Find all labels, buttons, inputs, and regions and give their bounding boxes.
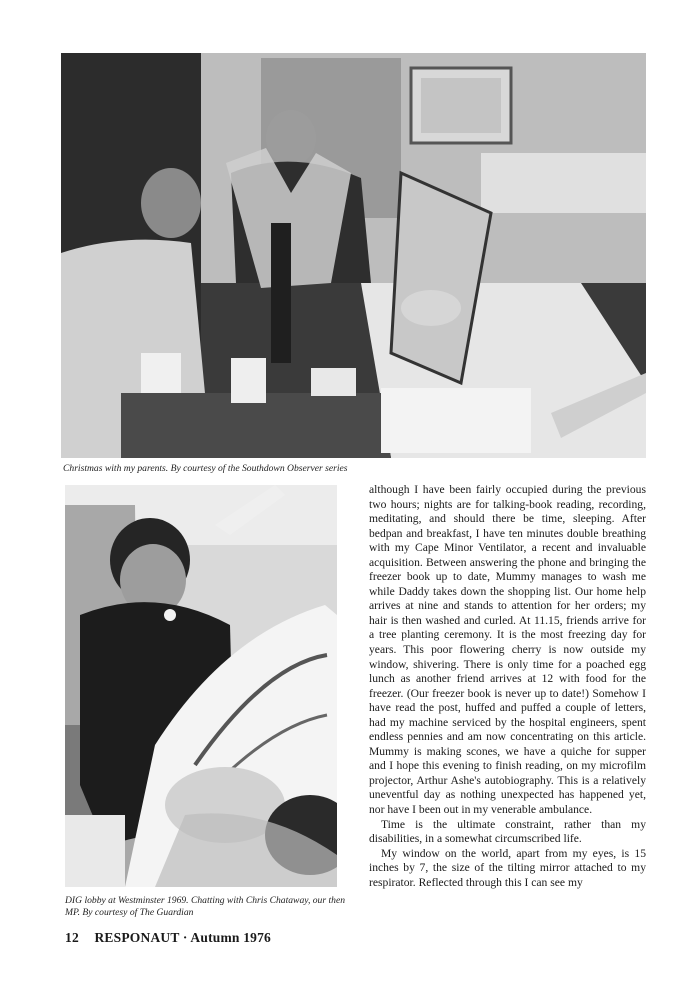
page-number: 12 xyxy=(65,930,79,945)
article-paragraph: although I have been fairly occupied during the previous two hours; nights are for talking-book reading, recording, meditating, and should there be time, sleeping. After bedpan and breakfast, I have ten minutes double breathing with my Cape Minor Ventilator, a recent and invaluable acquisition. Between answering the phone and bringing the freezer book up to date, Mummy manages to wash me while Daddy takes down the shopping list. Our home help arrives at nine and stands to attention for her orders; my hair is then washed and curled. At 11.15, friends arrive for a tree planting ceremony. It is the most freezing day for years. This poor flowering cherry is now outside my window, shivering. There is only time for a poached egg lunch as another friend arrives at 12 with food for the freezer. (Our freezer book is never up to date!) Somehow I have read the post, huffed and puffed a couple of letters, had my machine serviced by the hospital engineers, spent endless pennies and am now concentrating on this article. Mummy is making scones, we have a quiche for supper and I hope this evening to finish reading, on my microfilm projector, Arthur Ashe's autobiography. This is a relatively uneventful day as nothing unexpected has happened yet, nor have I been out in my venerable ambulance. xyxy=(369,483,646,817)
page-footer xyxy=(65,930,271,946)
article-text xyxy=(369,483,646,890)
article-paragraph: My window on the world, apart from my eyes, is 15 inches by 7, the size of the tilting mirror attached to my respirator. Reflected through this I can see my xyxy=(369,846,646,889)
westminster-photo-caption: DIG lobby at Westminster 1969. Chatting with Chris Chataway, our then MP. By courtesy of The Guardian xyxy=(65,895,346,918)
publication-title: RESPONAUT · Autumn 1976 xyxy=(94,930,271,945)
westminster-photo xyxy=(65,485,337,887)
christmas-photo-caption: Christmas with my parents. By courtesy of the Southdown Observer series xyxy=(63,463,348,474)
article-paragraph: Time is the ultimate constraint, rather than my disabilities, in a somewhat circumscribed life. xyxy=(369,817,646,846)
christmas-photo xyxy=(61,53,646,458)
christmas-photo-illustration xyxy=(61,53,646,458)
westminster-photo-illustration xyxy=(65,485,337,887)
